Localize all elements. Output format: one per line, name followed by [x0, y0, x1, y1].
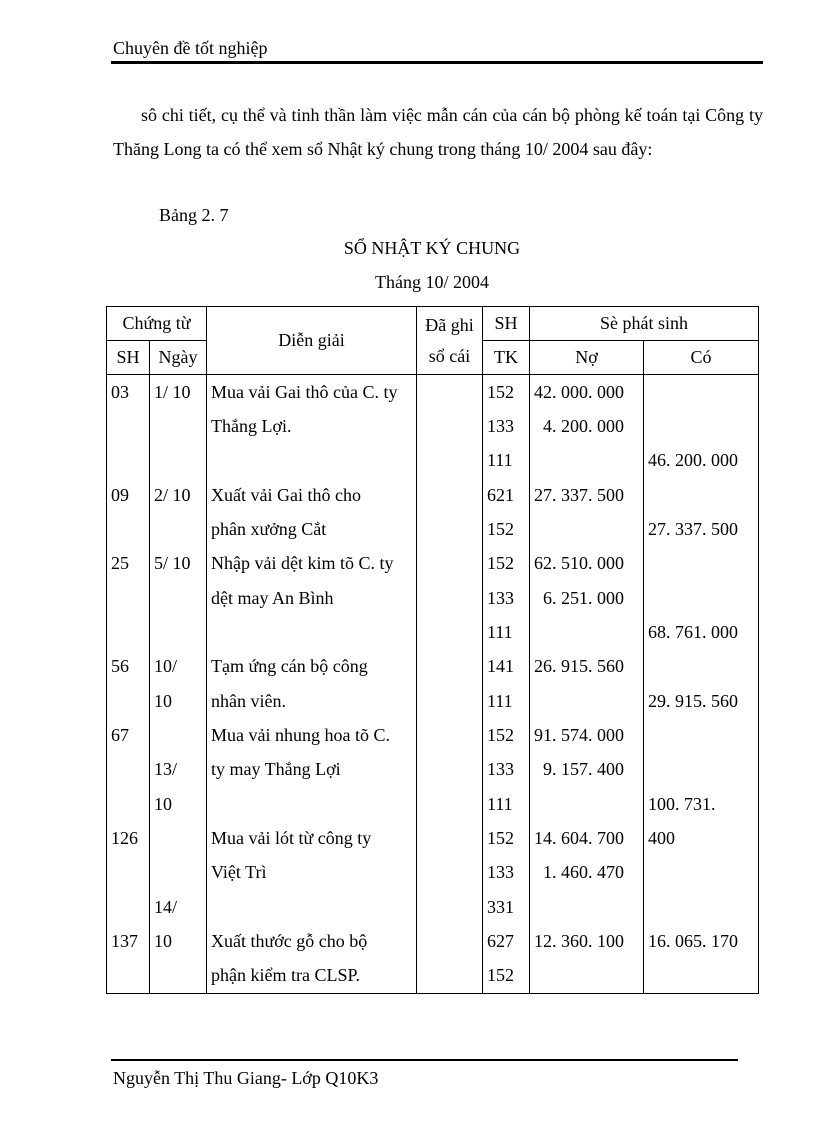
header-posted [417, 307, 483, 375]
cell-credit [644, 890, 759, 924]
cell-posted [417, 615, 483, 649]
cell-credit [644, 581, 759, 615]
cell-date [150, 959, 207, 994]
cell-description [207, 787, 417, 821]
cell-posted [417, 718, 483, 752]
cell-sh [107, 753, 150, 787]
table-row [107, 615, 759, 649]
cell-date: 2/ 10 [150, 478, 207, 512]
cell-sh: 25 [107, 547, 150, 581]
cell-posted [417, 890, 483, 924]
table-row [107, 924, 759, 958]
header-amount: Sè phát sinh [530, 307, 759, 341]
table-row [107, 444, 759, 478]
cell-account: 627 [483, 924, 530, 958]
cell-date: 14/ [150, 890, 207, 924]
cell-date [150, 512, 207, 546]
cell-sh: 56 [107, 650, 150, 684]
table-row [107, 409, 759, 443]
table-row [107, 787, 759, 821]
cell-posted [417, 924, 483, 958]
cell-account: 152 [483, 821, 530, 855]
header-account-line2: TK [483, 341, 530, 375]
cell-description: phân xưởng Cắt [207, 512, 417, 546]
cell-account: 152 [483, 512, 530, 546]
cell-description: Xuất thước gỗ cho bộ [207, 924, 417, 958]
intro-paragraph [113, 98, 763, 166]
cell-description: Mua vải lót từ công ty [207, 821, 417, 855]
cell-posted [417, 787, 483, 821]
cell-credit [644, 409, 759, 443]
cell-credit [644, 478, 759, 512]
cell-posted [417, 959, 483, 994]
header-voucher: Chứng từ [107, 307, 207, 341]
cell-credit [644, 753, 759, 787]
cell-credit [644, 547, 759, 581]
cell-date [150, 409, 207, 443]
table-title: SỔ NHẬT KÝ CHUNG [343, 238, 521, 258]
cell-description: Nhập vải dệt kim tõ C. ty [207, 547, 417, 581]
cell-description: Mua vải nhung hoa tõ C. [207, 718, 417, 752]
cell-credit: 27. 337. 500 [644, 512, 759, 546]
general-journal-table [106, 306, 759, 994]
header-debit: Nợ [530, 341, 644, 375]
table-row [107, 959, 759, 994]
cell-date: 5/ 10 [150, 547, 207, 581]
table-subtitle: Tháng 10/ 2004 [375, 272, 489, 292]
cell-date: 13/ [150, 753, 207, 787]
cell-posted [417, 581, 483, 615]
cell-account: 152 [483, 959, 530, 994]
cell-posted [417, 444, 483, 478]
cell-sh [107, 890, 150, 924]
cell-debit [530, 684, 644, 718]
table-row [107, 890, 759, 924]
intro-text: sô chi tiết, cụ thể và tinh thần làm việc mẫn cán của cán bộ phòng kế toán tại Công ty Thăng Long ta có thể xem sổ Nhật ký chung trong tháng 10/ 2004 sau đây: [113, 105, 763, 159]
cell-date [150, 718, 207, 752]
table-row [107, 375, 759, 410]
cell-posted [417, 650, 483, 684]
cell-sh [107, 581, 150, 615]
cell-debit: 14. 604. 700 [530, 821, 644, 855]
page-header-title: Chuyên đề tốt nghiệp [113, 38, 268, 58]
header-description: Diễn giải [207, 307, 417, 375]
cell-description [207, 890, 417, 924]
table-row [107, 547, 759, 581]
header-sh: SH [107, 341, 150, 375]
cell-account: 152 [483, 718, 530, 752]
cell-debit: 62. 510. 000 [530, 547, 644, 581]
cell-description: nhân viên. [207, 684, 417, 718]
cell-posted [417, 409, 483, 443]
cell-sh [107, 856, 150, 890]
cell-sh: 03 [107, 375, 150, 410]
cell-debit: 12. 360. 100 [530, 924, 644, 958]
cell-sh: 137 [107, 924, 150, 958]
cell-description: ty may Thắng Lợi [207, 753, 417, 787]
cell-debit: 91. 574. 000 [530, 718, 644, 752]
header-posted-line2: sổ cái [428, 345, 471, 366]
cell-sh [107, 959, 150, 994]
cell-account: 141 [483, 650, 530, 684]
footer-divider [111, 1059, 738, 1061]
cell-sh: 09 [107, 478, 150, 512]
cell-account: 111 [483, 615, 530, 649]
cell-posted [417, 375, 483, 410]
header-divider [111, 61, 763, 64]
table-row [107, 650, 759, 684]
header-posted-line1: Đã ghi [425, 314, 474, 335]
cell-debit: 4. 200. 000 [530, 409, 644, 443]
cell-debit: 1. 460. 470 [530, 856, 644, 890]
cell-debit [530, 787, 644, 821]
table-row [107, 856, 759, 890]
table-row [107, 753, 759, 787]
cell-credit [644, 959, 759, 994]
cell-account: 152 [483, 547, 530, 581]
cell-date [150, 821, 207, 855]
header-account-line1: SH [483, 307, 530, 341]
cell-debit: 6. 251. 000 [530, 581, 644, 615]
cell-debit: 42. 000. 000 [530, 375, 644, 410]
cell-credit [644, 718, 759, 752]
cell-debit: 27. 337. 500 [530, 478, 644, 512]
cell-description: Mua vải Gai thô của C. ty [207, 375, 417, 410]
cell-sh [107, 512, 150, 546]
cell-account: 111 [483, 787, 530, 821]
cell-credit: 400 [644, 821, 759, 855]
cell-sh: 67 [107, 718, 150, 752]
cell-date: 10 [150, 684, 207, 718]
cell-posted [417, 856, 483, 890]
cell-account: 133 [483, 409, 530, 443]
cell-description: dệt may An Bình [207, 581, 417, 615]
header-credit: Có [644, 341, 759, 375]
table-row [107, 581, 759, 615]
cell-sh [107, 787, 150, 821]
cell-date [150, 856, 207, 890]
cell-description: Xuất vải Gai thô cho [207, 478, 417, 512]
cell-sh: 126 [107, 821, 150, 855]
cell-date [150, 581, 207, 615]
cell-account: 621 [483, 478, 530, 512]
table-row [107, 684, 759, 718]
cell-posted [417, 821, 483, 855]
cell-debit: 26. 915. 560 [530, 650, 644, 684]
cell-account: 152 [483, 375, 530, 410]
cell-posted [417, 512, 483, 546]
cell-posted [417, 478, 483, 512]
cell-account: 111 [483, 444, 530, 478]
table-label: Bảng 2. 7 [159, 205, 229, 225]
cell-credit: 68. 761. 000 [644, 615, 759, 649]
table-row [107, 512, 759, 546]
cell-date [150, 615, 207, 649]
cell-date: 10/ [150, 650, 207, 684]
cell-account: 133 [483, 856, 530, 890]
cell-description [207, 615, 417, 649]
cell-posted [417, 753, 483, 787]
cell-date [150, 444, 207, 478]
cell-account: 331 [483, 890, 530, 924]
cell-sh [107, 444, 150, 478]
cell-credit [644, 650, 759, 684]
cell-debit: 9. 157. 400 [530, 753, 644, 787]
cell-debit [530, 512, 644, 546]
header-date: Ngày [150, 341, 207, 375]
table-row [107, 718, 759, 752]
cell-description: phận kiểm tra CLSP. [207, 959, 417, 994]
cell-account: 133 [483, 581, 530, 615]
cell-description [207, 444, 417, 478]
cell-posted [417, 684, 483, 718]
cell-credit: 29. 915. 560 [644, 684, 759, 718]
cell-credit: 100. 731. [644, 787, 759, 821]
cell-sh [107, 615, 150, 649]
cell-posted [417, 547, 483, 581]
cell-debit [530, 890, 644, 924]
cell-debit [530, 959, 644, 994]
cell-credit: 46. 200. 000 [644, 444, 759, 478]
cell-account: 133 [483, 753, 530, 787]
cell-description: Thắng Lợi. [207, 409, 417, 443]
table-row [107, 478, 759, 512]
cell-date: 10 [150, 787, 207, 821]
cell-account: 111 [483, 684, 530, 718]
footer-author: Nguyễn Thị Thu Giang- Lớp Q10K3 [113, 1068, 379, 1088]
cell-description: Tạm ứng cán bộ công [207, 650, 417, 684]
cell-credit: 16. 065. 170 [644, 924, 759, 958]
cell-sh [107, 684, 150, 718]
cell-debit [530, 444, 644, 478]
cell-date: 10 [150, 924, 207, 958]
table-row [107, 821, 759, 855]
cell-sh [107, 409, 150, 443]
cell-credit [644, 375, 759, 410]
cell-credit [644, 856, 759, 890]
cell-debit [530, 615, 644, 649]
cell-description: Việt Trì [207, 856, 417, 890]
cell-date: 1/ 10 [150, 375, 207, 410]
journal-body [107, 375, 759, 994]
